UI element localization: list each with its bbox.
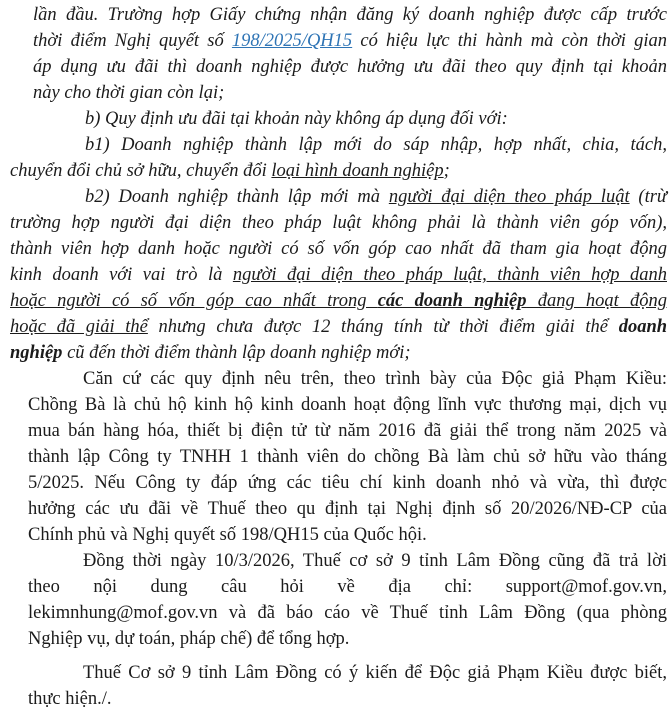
- text-run: b1) Doanh nghiệp thành lập mới do sáp nhập, hợp nhất, chia, tách,: [85, 135, 667, 155]
- text-run: 5/2025. Nếu Công ty đáp ứng các tiêu chí kinh doanh nhỏ và vừa, thì được: [28, 473, 667, 493]
- text-line: [0, 496, 667, 522]
- text-line: [0, 54, 667, 80]
- text-run: áp dụng ưu đãi thì doanh nghiệp được hưởng ưu đãi theo quy định tại khoản: [33, 57, 667, 77]
- text-line: [0, 626, 667, 652]
- text-line: [0, 444, 667, 470]
- text-run: thực hiện./.: [28, 689, 112, 709]
- text-line: [0, 210, 667, 236]
- text-run: Nghiệp vụ, dự toán, pháp chế) để tổng hợp.: [28, 629, 350, 649]
- text-run: mua bán hàng hóa, thiết bị điện tử từ năm 2016 đã giải thể trong năm 2025 và: [28, 421, 667, 441]
- text-run: loại hình doanh nghiệp: [271, 161, 444, 181]
- text-run: người đại diện theo pháp luật: [388, 187, 630, 207]
- text-run: doanh: [618, 317, 668, 337]
- text-run: người đại diện theo pháp luật, thành viên hợp danh: [232, 265, 667, 285]
- text-line: [0, 314, 667, 340]
- text-line: [0, 184, 667, 210]
- text-run: kinh doanh với vai trò là: [10, 265, 233, 285]
- text-run: Chính phủ và Nghị quyết số 198/QH15 của Quốc hội.: [28, 525, 427, 545]
- text-line: [0, 470, 667, 496]
- text-run: có hiệu lực thi hành mà còn thời gian: [352, 31, 667, 51]
- text-run: nghiệp: [10, 343, 63, 363]
- text-line: [0, 366, 667, 392]
- text-run: hoặc người có số vốn góp cao nhất trong: [10, 291, 378, 311]
- text-run: theo nội dung câu hỏi về địa chỉ: support@mof.gov.vn,: [28, 577, 667, 597]
- text-line: [0, 418, 667, 444]
- text-run: lần đầu. Trường hợp Giấy chứng nhận đăng ký doanh nghiệp được cấp trước: [33, 5, 667, 25]
- text-run: các doanh nghiệp: [377, 291, 527, 311]
- text-line: [0, 660, 667, 686]
- text-line: [0, 548, 667, 574]
- text-run: hoặc đã giải thể: [10, 317, 148, 337]
- text-run: lekimnhung@mof.gov.vn và đã báo cáo về Thuế tỉnh Lâm Đồng (qua phòng: [28, 603, 667, 623]
- text-line: [0, 236, 667, 262]
- text-run: b2) Doanh nghiệp thành lập mới mà: [85, 187, 389, 207]
- text-run: thành viên hợp danh hoặc người có số vốn góp cao nhất đã tham gia hoạt động: [10, 239, 667, 259]
- text-run: cũ đến thời điểm thành lập doanh nghiệp mới;: [62, 343, 411, 363]
- text-line: [0, 392, 667, 418]
- text-line: [0, 80, 667, 106]
- text-run: đang hoạt động: [526, 291, 668, 311]
- text-line: [0, 2, 667, 28]
- text-run: thời điểm Nghị quyết số: [33, 31, 232, 51]
- text-line: [0, 262, 667, 288]
- text-run: thành lập Công ty TNHH 1 thành viên do chồng Bà làm chủ sở hữu vào tháng: [28, 447, 667, 467]
- text-run: Thuế Cơ sở 9 tỉnh Lâm Đồng có ý kiến để Độc giả Phạm Kiều được biết,: [83, 663, 667, 683]
- text-run: (trừ: [629, 187, 667, 207]
- text-line: [0, 28, 667, 54]
- text-line: [0, 600, 667, 626]
- text-run: hưởng các ưu đãi về Thuế theo qu định tại Nghị định số 20/2026/NĐ-CP của: [28, 499, 667, 519]
- text-line: [0, 288, 667, 314]
- link-198-2025-qh15[interactable]: 198/2025/QH15: [231, 31, 353, 51]
- text-run: Căn cứ các quy định nêu trên, theo trình bày của Độc giả Phạm Kiều:: [83, 369, 667, 389]
- text-run: ;: [443, 161, 450, 181]
- text-line: [0, 158, 667, 184]
- text-run: trường hợp người đại diện theo pháp luật không phải là thành viên góp vốn),: [10, 213, 667, 233]
- text-run: chuyển đổi chủ sở hữu, chuyển đổi: [10, 161, 272, 181]
- text-line: [0, 522, 667, 548]
- text-line: [0, 106, 667, 132]
- text-run: nhưng chưa được 12 tháng tính từ thời điểm giải thể: [147, 317, 619, 337]
- text-line: [0, 132, 667, 158]
- text-run: Đồng thời ngày 10/3/2026, Thuế cơ sở 9 tỉnh Lâm Đồng cũng đã trả lời: [83, 551, 667, 571]
- text-line: [0, 686, 667, 712]
- text-line: [0, 340, 667, 366]
- text-run: này cho thời gian còn lại;: [33, 83, 225, 103]
- text-run: Chồng Bà là chủ hộ kinh hộ kinh doanh hoạt động lĩnh vực thương mại, dịch vụ: [28, 395, 667, 415]
- text-run: b) Quy định ưu đãi tại khoản này không áp dụng đối với:: [85, 109, 508, 129]
- text-line: [0, 574, 667, 600]
